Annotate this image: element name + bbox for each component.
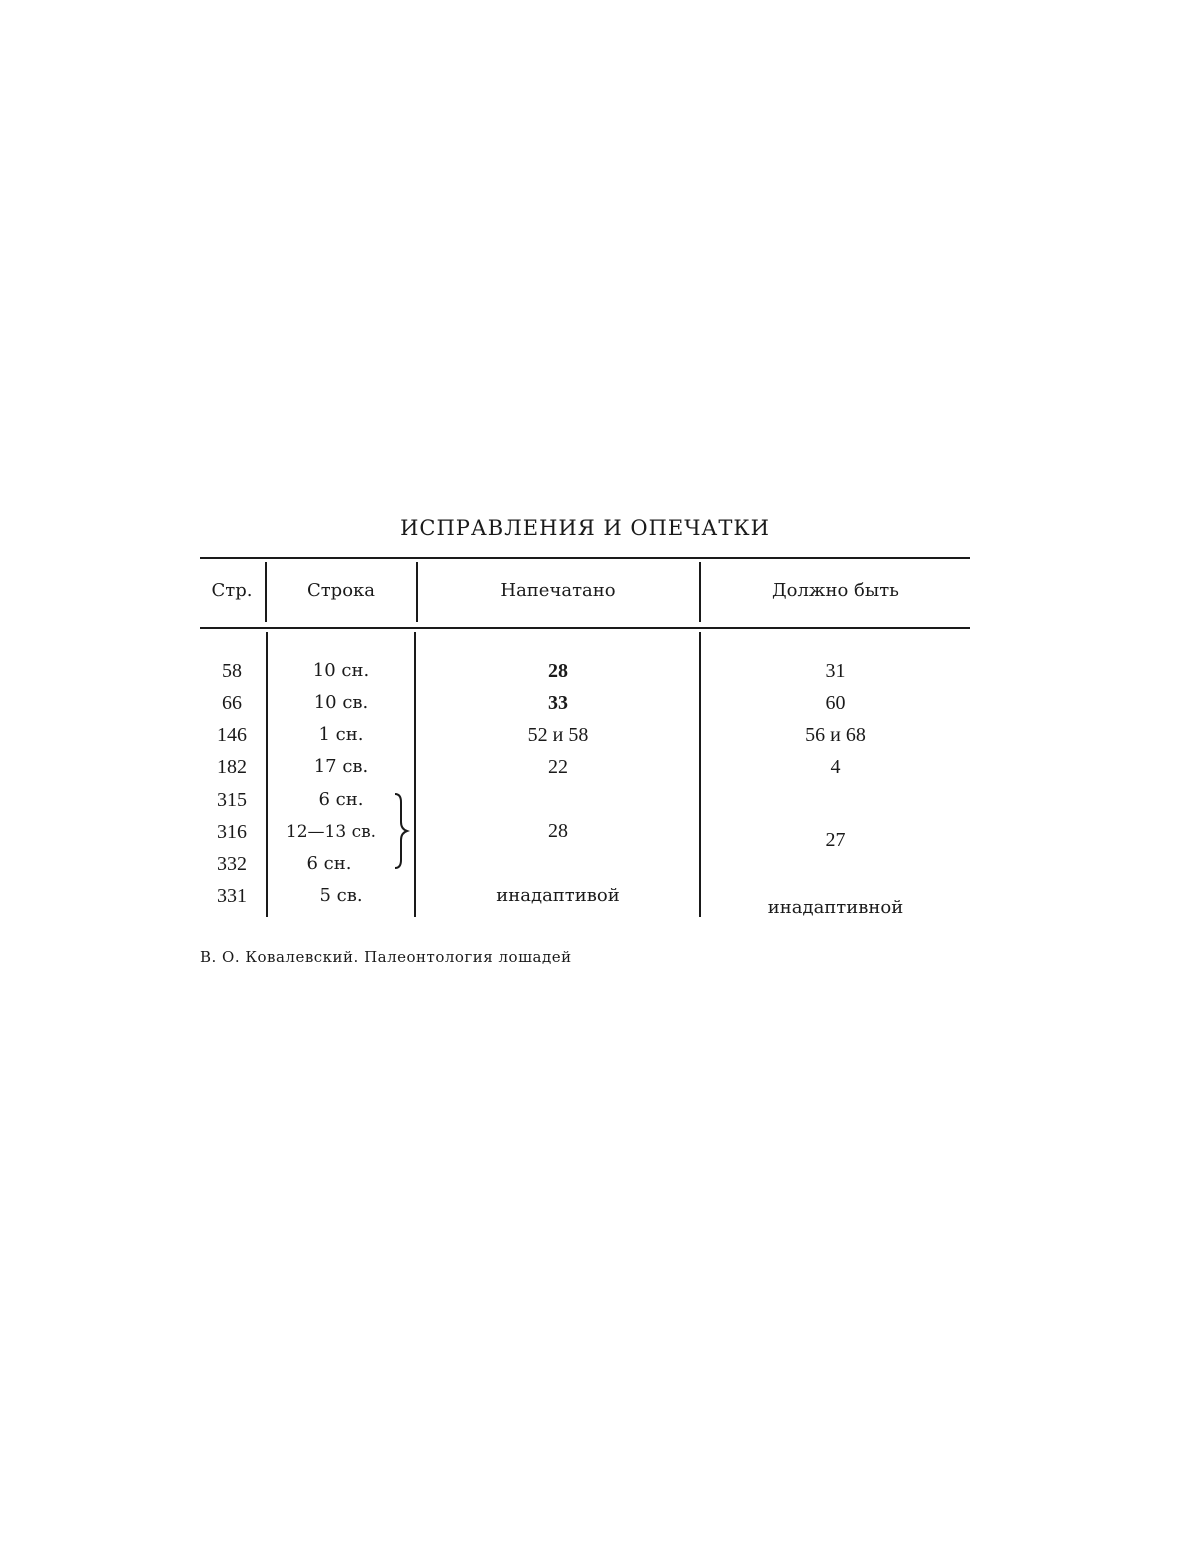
column-divider: [265, 562, 267, 622]
cell-page: 332: [217, 853, 247, 875]
cell-page: 66: [222, 692, 242, 714]
cell-line: 10 св.: [313, 692, 369, 713]
cell-should-be: инадаптивной: [767, 897, 904, 918]
column-header-should-be: Должно быть: [772, 580, 899, 601]
cell-printed: 52 и 58: [527, 724, 589, 746]
cell-printed: 33: [548, 692, 568, 714]
column-divider: [414, 632, 416, 917]
column-header-page: Стр.: [211, 580, 253, 601]
cell-line: 6 сн.: [318, 789, 364, 810]
cell-should-be: 27: [825, 829, 846, 851]
cell-page: 182: [217, 756, 247, 778]
cell-page: 146: [217, 724, 247, 746]
cell-line: 17 св.: [313, 756, 369, 777]
cell-page: 315: [217, 789, 247, 811]
cell-should-be: 60: [825, 692, 846, 714]
table-header-rule: [200, 627, 970, 629]
column-header-line: Строка: [306, 580, 376, 601]
cell-printed: 28: [548, 660, 568, 682]
cell-page: 331: [217, 885, 247, 907]
cell-line: 12—13 св.: [285, 822, 377, 842]
cell-line: 1 сн.: [318, 724, 364, 745]
cell-printed: 22: [548, 756, 568, 778]
cell-page: 316: [217, 821, 247, 843]
table-top-rule: [200, 557, 970, 559]
cell-should-be: 31: [825, 660, 846, 682]
cell-line: 10 сн.: [312, 660, 370, 681]
cell-line: 5 св.: [319, 885, 363, 906]
footer-caption: В. О. Ковалевский. Палеонтология лошадей: [200, 948, 572, 966]
cell-should-be: 4: [830, 756, 841, 778]
page-title: ИСПРАВЛЕНИЯ И ОПЕЧАТКИ: [400, 516, 770, 540]
column-header-printed: Напечатано: [500, 580, 616, 601]
cell-line: 6 сн.: [306, 853, 352, 874]
cell-printed: инадаптивой: [496, 885, 620, 906]
right-brace-icon: [392, 792, 410, 870]
cell-printed: 28: [548, 820, 568, 842]
cell-page: 58: [222, 660, 242, 682]
cell-should-be: 56 и 68: [805, 724, 866, 746]
